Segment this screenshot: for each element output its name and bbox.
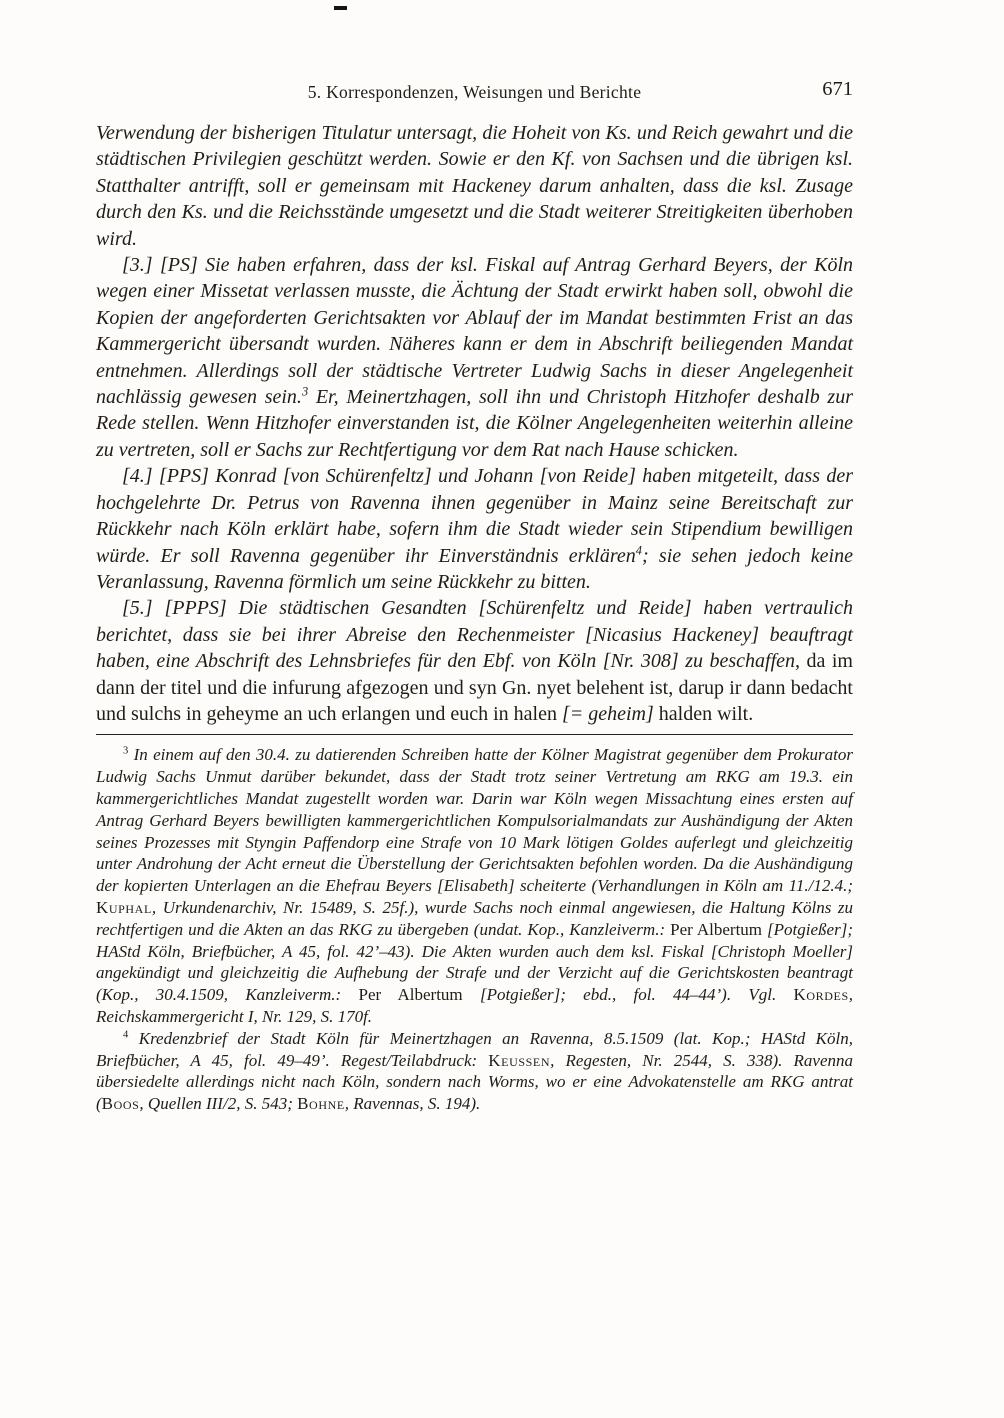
page-header xyxy=(96,78,853,106)
body-para-segment: ; sie sehen jedoch keine Veranlassung, Ravenna förmlich um seine Rückkehr zu bitten. xyxy=(96,544,853,593)
footnote-separator-rule xyxy=(96,734,853,735)
body-para-segment: [3.] [PS] Sie haben erfahren, dass der ksl. Fiskal auf Antrag Gerhard Beyers, der Köln wegen einer Missetat verlassen musste, die Ächtung der Stadt erwirkt haben soll, obwohl die Kopien der angeforderten Gerichtsakten vor Ablauf der im Mandat bestimmten Frist an das Kammergericht übersandt wurden. Näheres kann er dem in Abschrift beiliegenden Mandat entnehmen. Allerdings soll der städtische Vertreter Ludwig Sachs in dieser Angelegenheit nachlässig gewesen sein. xyxy=(96,254,853,409)
footnote-segment: [Potgießer]; HAStd Köln, Briefbücher, A 45, fol. 42’–43). Die Akten wurden auch dem ksl. Fiskal [Christoph Moeller] angekündigt und gleichzeitig die Aufhebung der Strafe und der Verzicht auf die Gerichtskosten beantragt (Kop., 30.4.1509, Kanzleiverm.: xyxy=(96,919,853,1005)
footnote-segment: Kuphal xyxy=(96,897,152,917)
footnote-segment: Kordes xyxy=(793,985,849,1005)
para-4-pps xyxy=(96,463,853,595)
footnote-ref-4: 4 xyxy=(635,542,642,557)
running-title: 5. Korrespondenzen, Weisungen und Berichte xyxy=(307,82,642,102)
footnote-segment: , Urkundenarchiv, Nr. 15489, S. 25f.), wurde Sachs noch einmal angewiesen, die Haltung Kölns zu rechtfertigen und die Akten an das RKG zu übergeben (undat. Kop., Kanzleiverm.: xyxy=(96,897,853,939)
footnote-3 xyxy=(96,744,853,1027)
footnote-segment: Per Albertum xyxy=(670,919,768,939)
para-continuation xyxy=(96,120,853,252)
footnote-segment: Kredenzbrief der Stadt Köln für Meinertzhagen an Ravenna, 8.5.1509 (lat. Kop.; HAStd Köln, Briefbücher, A 45, fol. 49–49’. Regest/Teilabdruck: xyxy=(96,1028,853,1070)
footnote-segment: Boos xyxy=(101,1094,140,1114)
footnotes-section xyxy=(96,744,853,1115)
scan-artifact-mark xyxy=(334,6,347,10)
footnote-segment: Bohne xyxy=(297,1094,345,1114)
body-text xyxy=(96,120,853,727)
footnote-segment: Per Albertum xyxy=(358,985,480,1005)
para-3-ps xyxy=(96,252,853,463)
footnote-segment: , Quellen III/2, S. 543; xyxy=(139,1094,298,1114)
para-5-ppps xyxy=(96,595,853,727)
footnote-number-3: 3 xyxy=(123,745,129,757)
footnote-segment: , Regesten, Nr. 2544, S. 338). Ravenna übersiedelte allerdings nicht nach Köln, sondern nach Worms, wo er eine Advokatenstelle am RKG antrat ( xyxy=(96,1050,853,1114)
footnote-segment: Keussen xyxy=(488,1050,551,1070)
body-para-segment: , da im dann der titel und die infurung afgezogen und syn Gn. nyet belehent ist, darup ir dann bedacht und sulchs in geheyme an uch erlangen und euch in halen xyxy=(96,650,853,725)
body-para-segment: [5.] [PPPS] Die städtischen Gesandten [Schürenfeltz und Reide] haben vertraulich berichtet, dass sie bei ihrer Abreise den Rechenmeister [Nicasius Hackeney] beauftragt haben, eine Abschrift des Lehnsbriefes für den Ebf. von Köln [Nr. 308] zu beschaffen xyxy=(96,597,853,673)
body-para-segment: Verwendung der bisherigen Titulatur untersagt, die Hoheit von Ks. und Reich gewahrt und die städtischen Privilegien geschützt werden. Sowie er den Kf. von Sachsen und die übrigen ksl. Statthalter antrifft, soll er gemeinsam mit Hackeney darum anhalten, dass die ksl. Zusage durch den Ks. und die Reichsstände umgesetzt und die Stadt weiterer Streitigkeiten überhoben wird. xyxy=(96,122,853,250)
footnote-segment: In einem auf den 30.4. zu datierenden Schreiben hatte der Kölner Magistrat gegenüber dem Prokurator Ludwig Sachs Unmut darüber bekundet, dass der Stadt trotz seiner Vertretung am RKG am 19.3. ein kammergerichtliches Mandat zugestellt worden war. Darin war Köln wegen Missachtung eines ersten auf Antrag Gerhard Beyers bewilligten kammergerichtlichen Kompulsorialmandats zur Aushändigung der Akten seines Prozesses mit Styngin Paffendorp eine Strafe von 10 Mark lötigen Goldes auferlegt und gleichzeitig unter Androhung der Acht erneut die Überstellung der Gerichtsakten befohlen worden. Da die Aushändigung der kopierten Unterlagen an die Ehefrau Beyers [Elisabeth] scheiterte (Verhandlungen in Köln am 11./12.4.; xyxy=(96,745,853,896)
body-para-segment: halden wilt. xyxy=(653,702,754,725)
footnote-number-4: 4 xyxy=(123,1029,129,1041)
text-block xyxy=(96,78,853,1115)
footnote-segment: , Reichskammergericht I, Nr. 129, S. 170f. xyxy=(96,985,853,1026)
body-para-segment: Er, Meinertzhagen, soll ihn und Christoph Hitzhofer deshalb zur Rede stellen. Wenn Hitzhofer einverstanden ist, die Kölner Angelegenheiten weiterhin alleine zu vertreten, soll er Sachs zur Rechtfertigung vor dem Rat nach Hause schicken. xyxy=(96,386,853,461)
body-para-segment: [= geheim] xyxy=(561,702,654,725)
footnote-segment: [Potgießer]; ebd., fol. 44–44’). Vgl. xyxy=(479,985,794,1005)
footnote-segment: , Ravennas, S. 194). xyxy=(344,1094,481,1114)
footnote-4 xyxy=(96,1028,853,1115)
body-para-segment: [4.] [PPS] Konrad [von Schürenfeltz] und Johann [von Reide] haben mitgeteilt, dass der hochgelehrte Dr. Petrus von Ravenna ihnen gegenüber in Mainz seine Bereitschaft zur Rückkehr nach Köln erklärt habe, sofern ihm die Stadt wieder sein Stipendium bewilligen würde. Er soll Ravenna gegenüber ihr Einverständnis erklären xyxy=(96,465,853,567)
footnote-ref-3: 3 xyxy=(301,384,309,399)
page-number: 671 xyxy=(822,78,853,100)
